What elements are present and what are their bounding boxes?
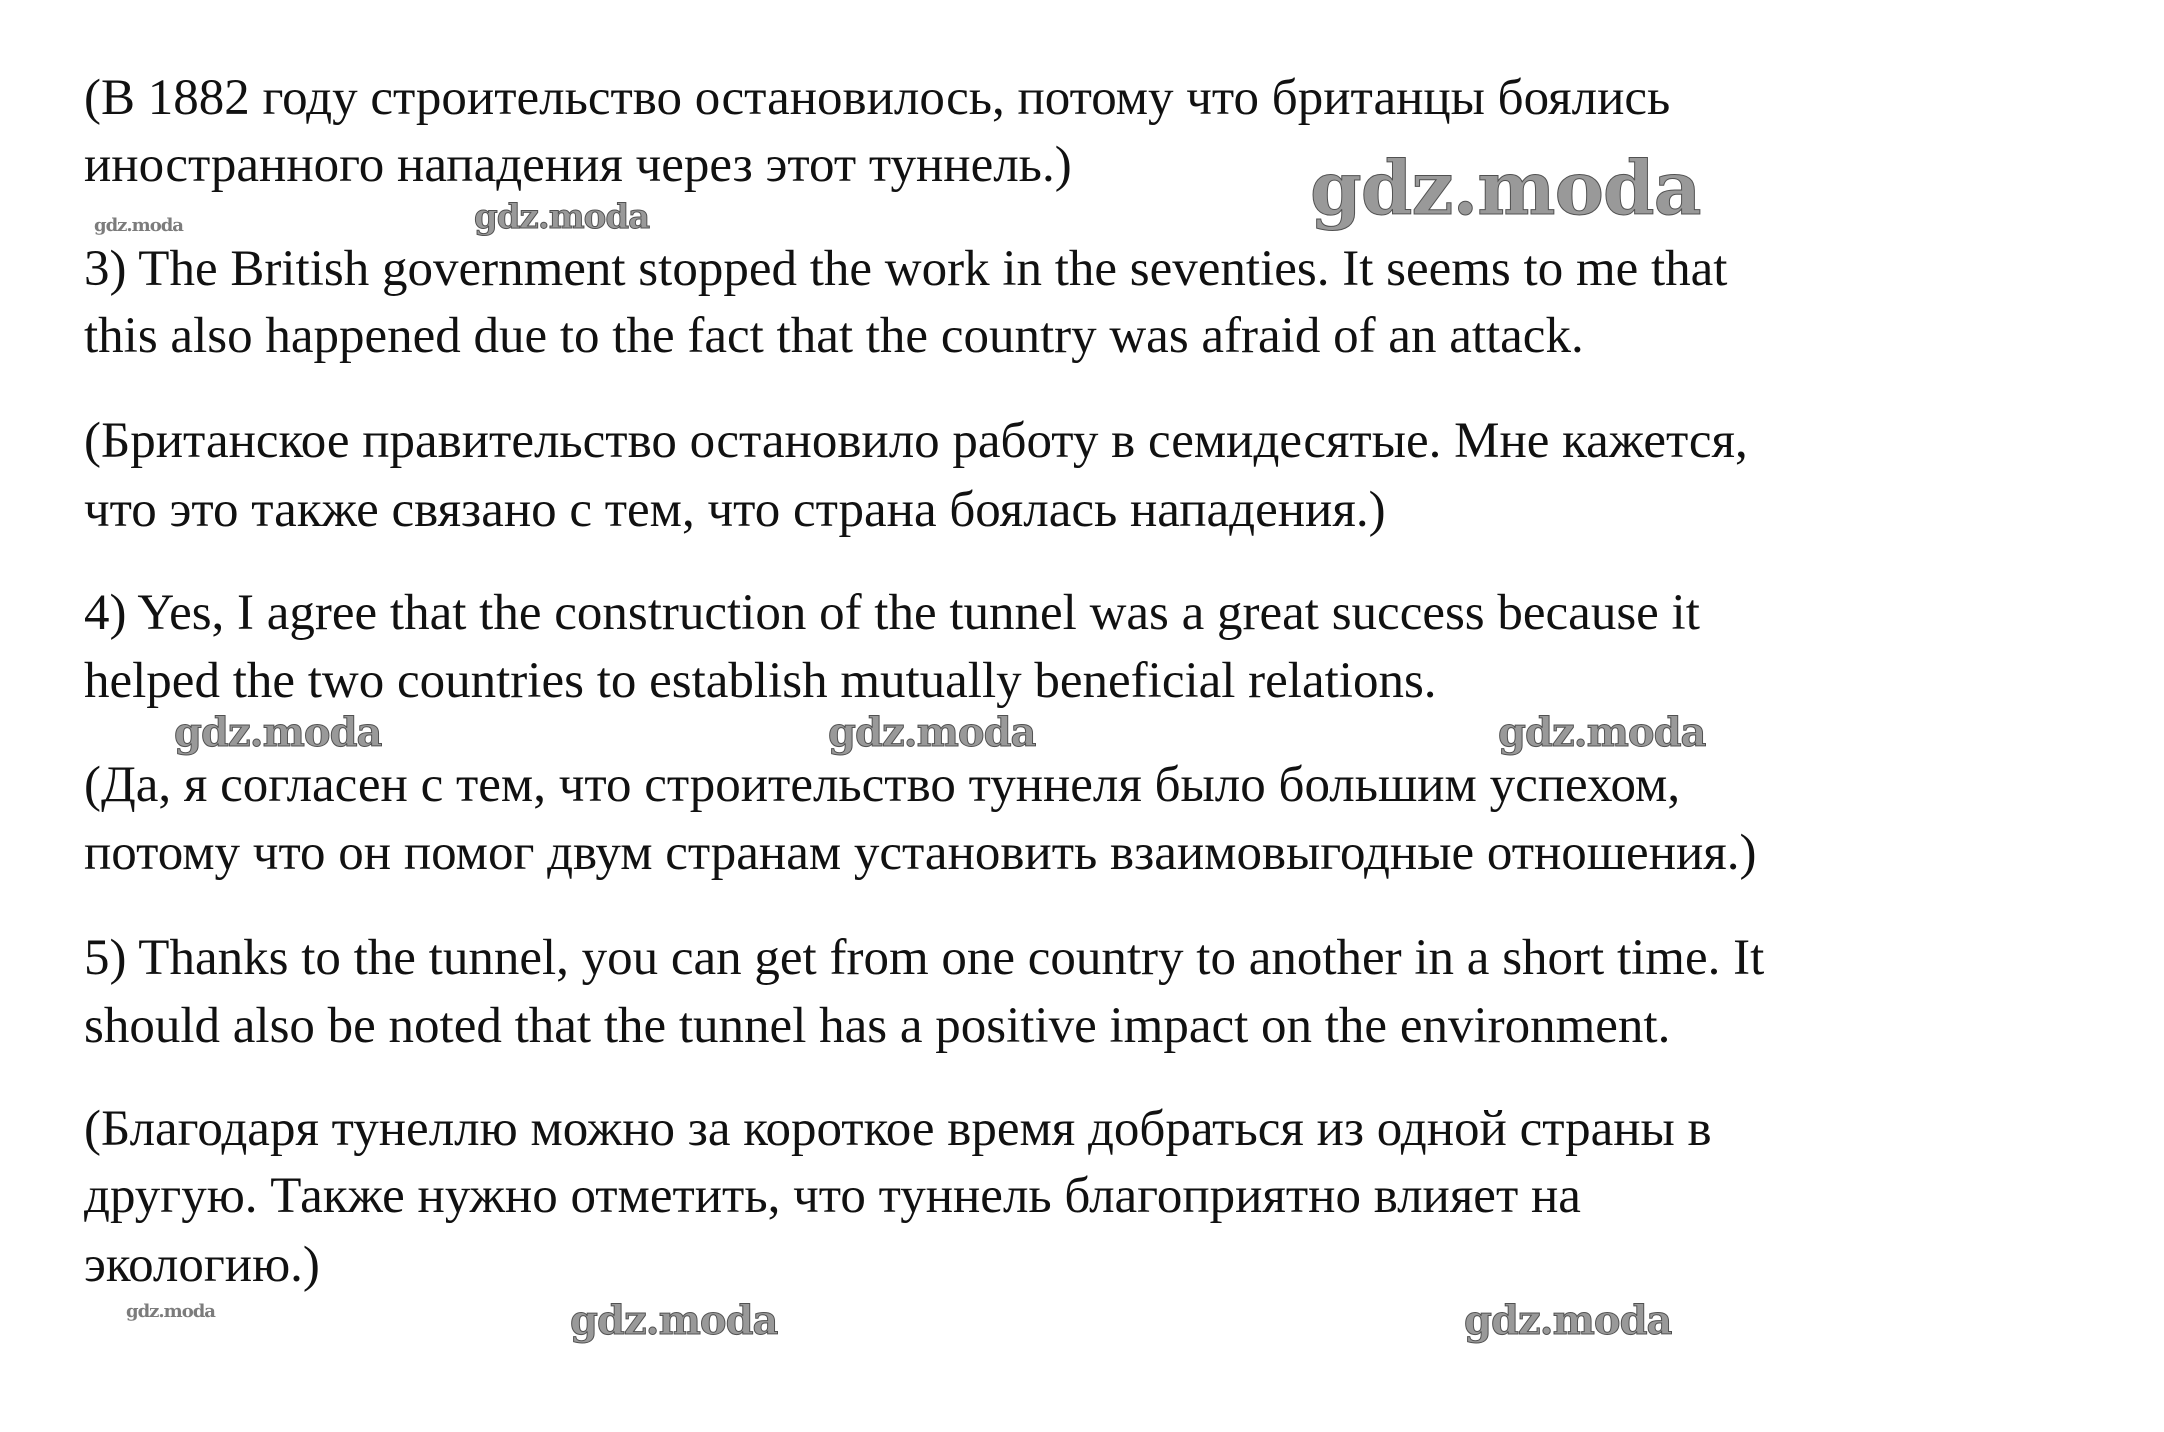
watermark: gdz.moda — [94, 215, 183, 236]
text-line: другую. Также нужно отметить, что туннель благоприятно влияет на — [84, 1168, 1581, 1224]
text-line: should also be noted that the tunnel has a positive impact on the environment. — [84, 998, 1671, 1054]
text-line: helped the two countries to establish mutually beneficial relations. — [84, 653, 1437, 709]
text-line: потому что он помог двум странам установить взаимовыгодные отношения.) — [84, 825, 1757, 881]
text-line: что это также связано с тем, что страна боялась нападения.) — [84, 482, 1386, 538]
text-line: (Британское правительство остановило работу в семидесятые. Мне кажется, — [84, 413, 1748, 469]
watermark: gdz.moda — [1464, 1297, 1672, 1344]
text-line: иностранного нападения через этот туннель.) — [84, 137, 1072, 193]
watermark: gdz.moda — [474, 197, 650, 237]
watermark: gdz.moda — [570, 1297, 778, 1344]
watermark: gdz.moda — [1498, 709, 1706, 756]
text-line: 5) Thanks to the tunnel, you can get from one country to another in a short time. It — [84, 930, 1765, 986]
text-line: 3) The British government stopped the work in the seventies. It seems to me that — [84, 241, 1728, 297]
text-line: экологию.) — [84, 1237, 320, 1293]
text-line: (В 1882 году строительство остановилось, потому что британцы боялись — [84, 70, 1671, 126]
text-line: this also happened due to the fact that the country was afraid of an attack. — [84, 308, 1584, 364]
text-line: 4) Yes, I agree that the construction of the tunnel was a great success because it — [84, 585, 1700, 641]
watermark: gdz.moda — [828, 709, 1036, 756]
text-line: (Да, я согласен с тем, что строительство туннеля было большим успехом, — [84, 757, 1681, 813]
watermark: gdz.moda — [1310, 146, 1701, 232]
watermark: gdz.moda — [174, 709, 382, 756]
text-line: (Благодаря тунеллю можно за короткое время добраться из одной страны в — [84, 1101, 1712, 1157]
watermark: gdz.moda — [126, 1301, 215, 1322]
